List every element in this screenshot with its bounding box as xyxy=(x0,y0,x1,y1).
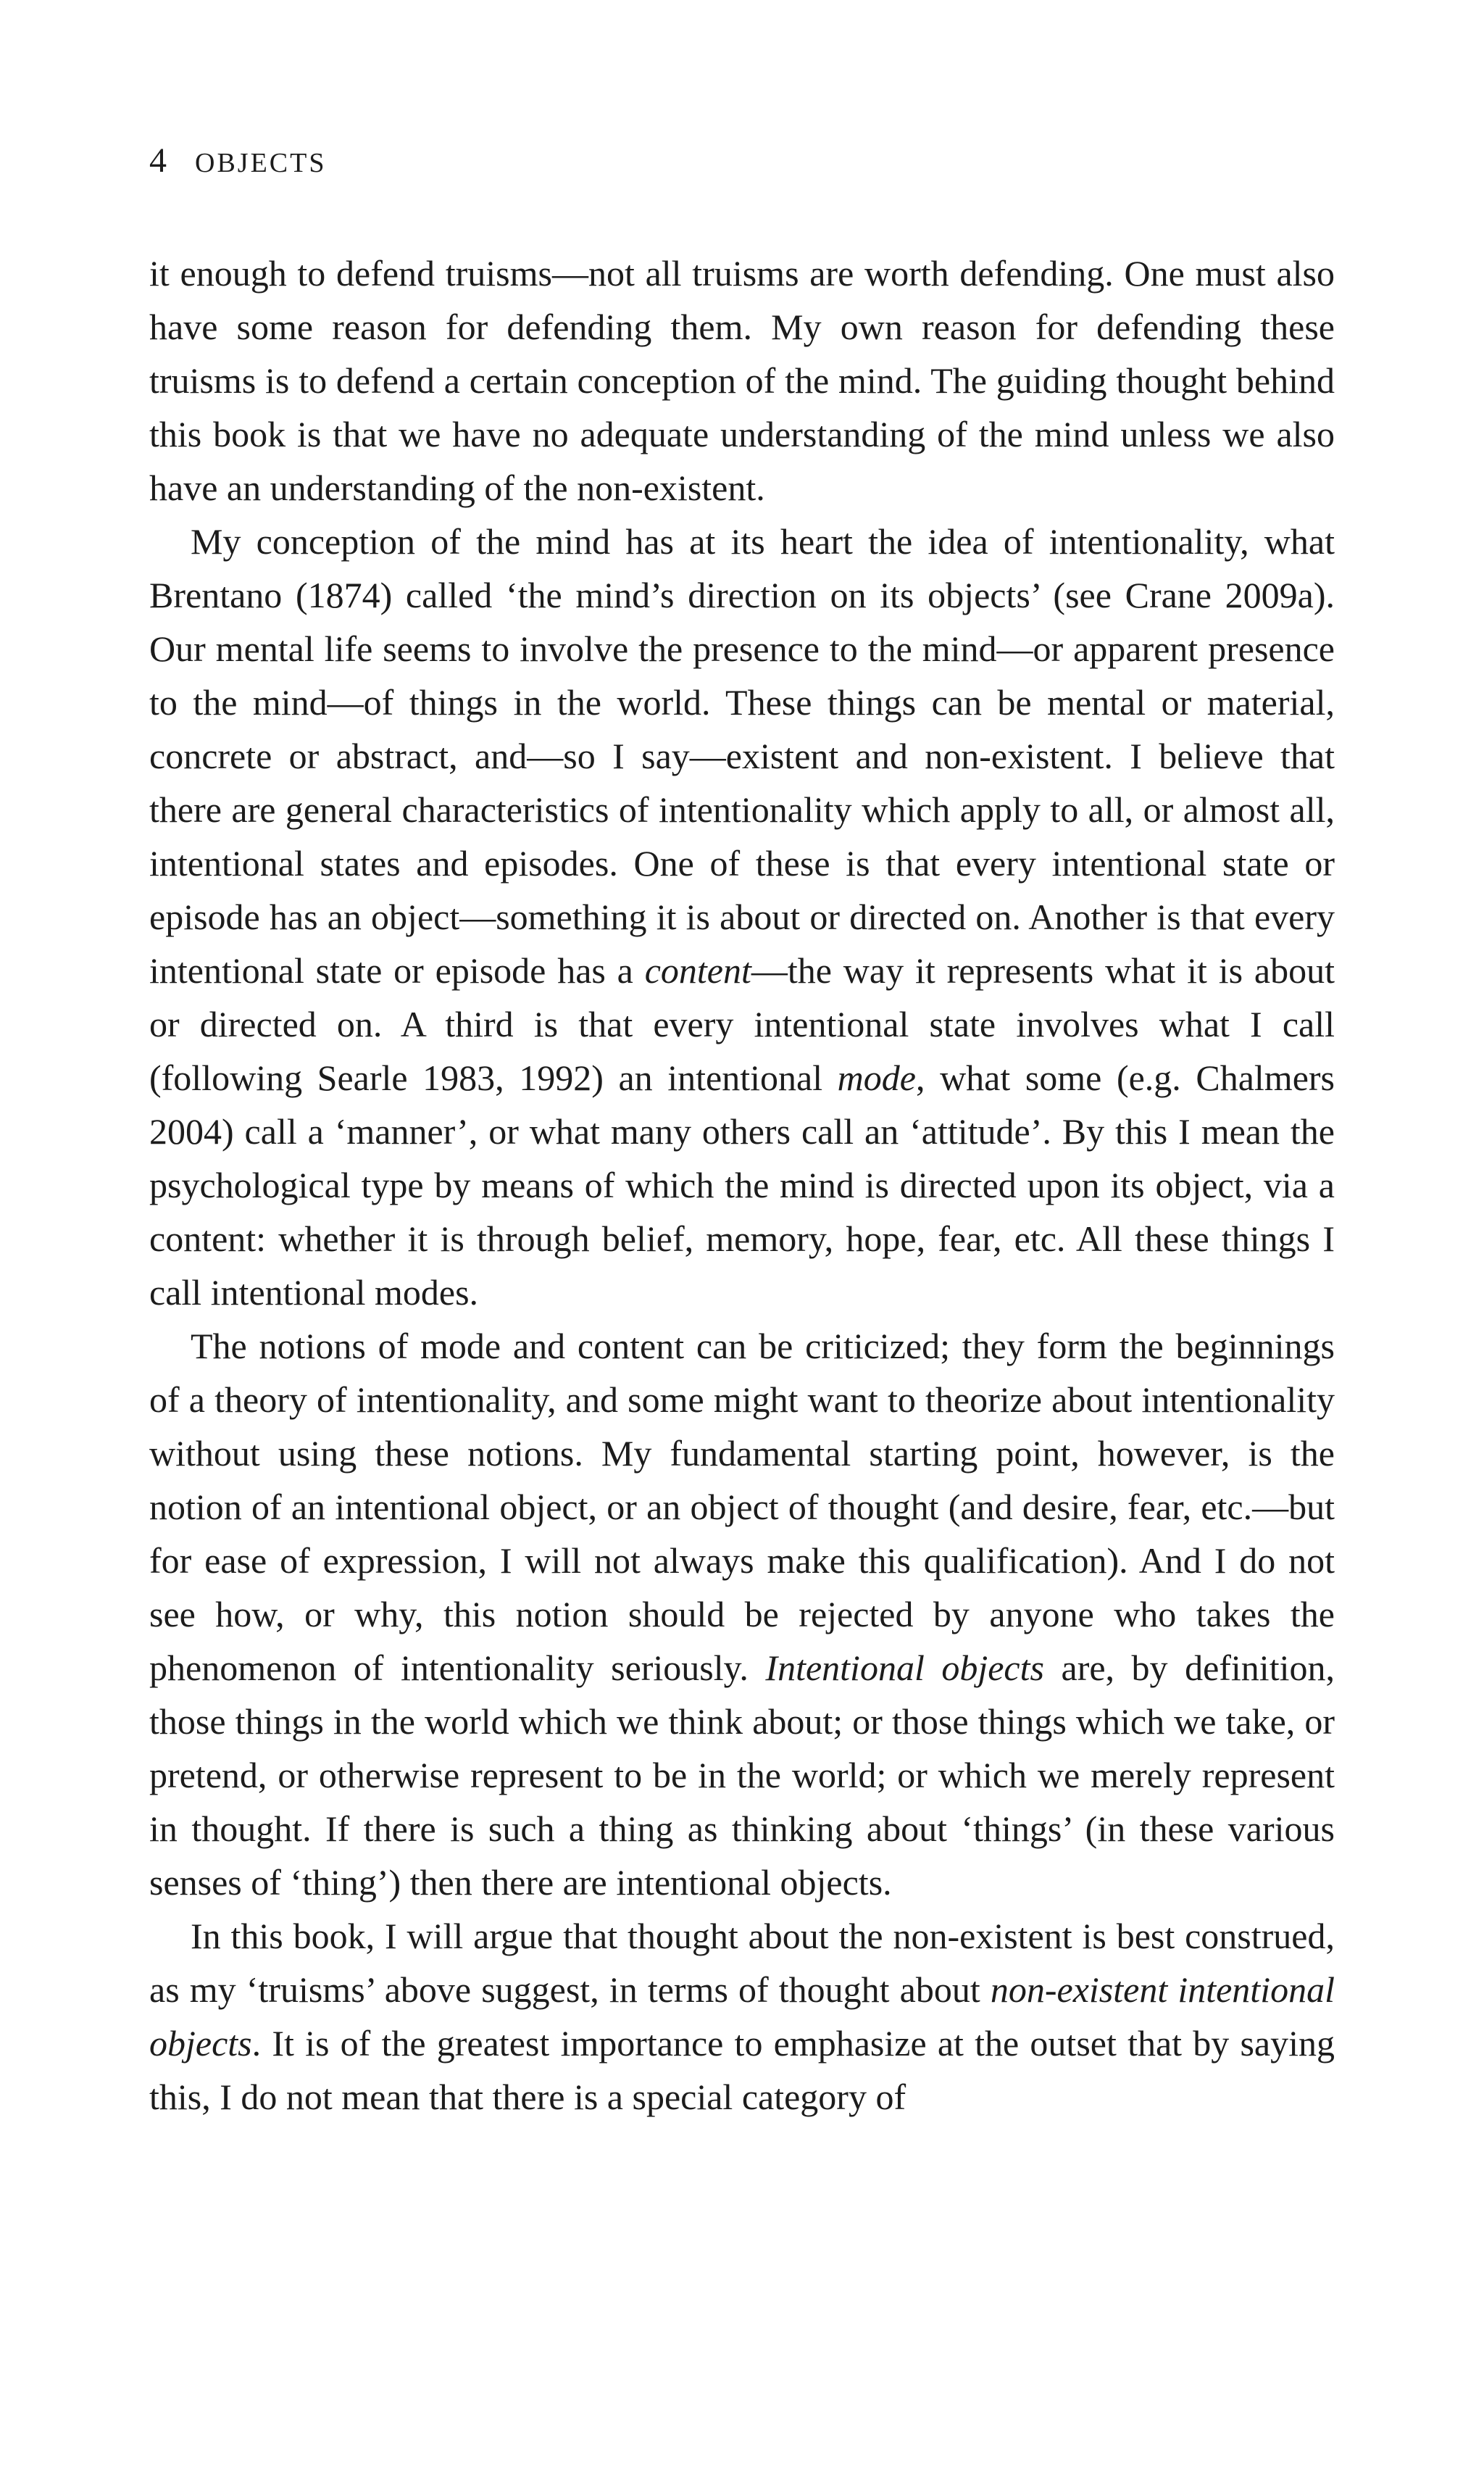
running-title: OBJECTS xyxy=(195,148,327,178)
paragraph-intentionality xyxy=(149,515,1335,1319)
text-run: are, by definition, those things in the world which we think about; or those things which we take, or pretend, or otherwise represent to be in the world; or which we merely represent in thought. If there is such a thing as thinking about ‘things’ (in these various senses of ‘thing’) then there are intentional objects. xyxy=(149,1647,1335,1903)
text-run: —the way it represents what it is about or directed on. A third is that every intentional state involves what I call (following Searle 1983, 1992) an intentional xyxy=(149,950,1335,1098)
text-run: , what some (e.g. Chalmers 2004) call a ‘manner’, or what many others call an ‘attitude’. By this I mean the psychological type by means of which the mind is directed upon its object, via a content: whether it is through belief, memory, hope, fear, etc. All these things I call intentional modes. xyxy=(149,1057,1335,1313)
body-text xyxy=(149,246,1335,2124)
page-number: 4 xyxy=(149,141,167,180)
emphasis-content: content xyxy=(644,950,751,991)
paragraph-continued xyxy=(149,246,1335,515)
paragraph-mode-content xyxy=(149,1319,1335,1909)
text-run: The notions of mode and content can be criticized; they form the beginnings of a theory of intentionality, and some might want to theorize about intentionality without using these notions. My fundamental starting point, however, is the notion of an intentional object, or an object of thought (and desire, fear, etc.—but for ease of expression, I will not always make this qualification). And I do not see how, or why, this notion should be rejected by anyone who takes the phenomenon of intentionality seriously. xyxy=(149,1326,1335,1688)
emphasis-intentional-objects: Intentional objects xyxy=(765,1647,1044,1688)
text-run: it enough to defend truisms—not all truisms are worth defending. One must also have some reason for defending them. My own reason for defending these truisms is to defend a certain conception of the mind. The guiding thought behind this book is that we have no adequate understanding of the mind unless we also have an understanding of the non-existent. xyxy=(149,253,1335,508)
text-run: In this book, I will argue that thought about the non-existent is best construed, as my ‘truisms’ above suggest, in terms of thought about xyxy=(149,1916,1335,2010)
emphasis-non-existent-objects: non-existent intentional objects xyxy=(149,1969,1335,2064)
running-head xyxy=(149,141,326,199)
text-run: . It is of the greatest importance to emphasize at the outset that by saying this, I do not mean that there is a special category of xyxy=(149,2023,1335,2117)
emphasis-mode: mode xyxy=(837,1057,916,1098)
text-run: My conception of the mind has at its heart the idea of intentionality, what Brentano (1874) called ‘the mind’s direction on its objects’ (see Crane 2009a). Our mental life seems to involve the presence to the mind—or apparent presence to the mind—of things in the world. These things can be mental or material, concrete or abstract, and—so I say—existent and non-existent. I believe that there are general characteristics of intentionality which apply to all, or almost all, intentional states and episodes. One of these is that every intentional state or episode has an object—something it is about or directed on. Another is that every intentional state or episode has a xyxy=(149,521,1335,991)
paragraph-non-existent xyxy=(149,1909,1335,2124)
